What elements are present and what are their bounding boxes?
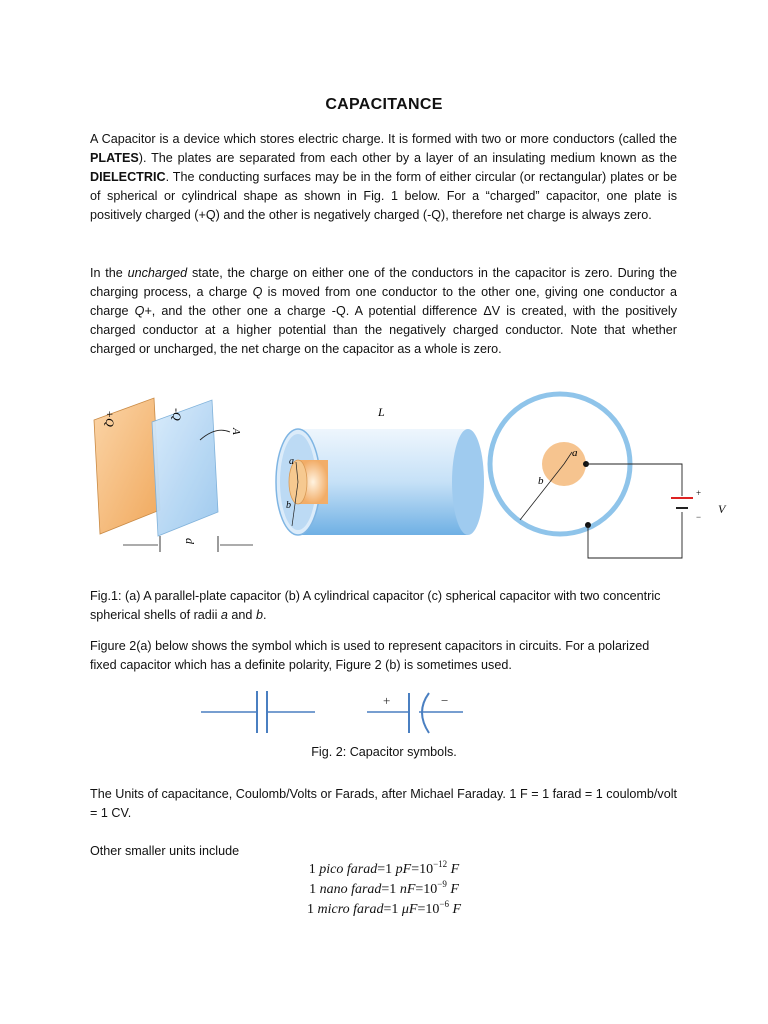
symbols-paragraph: Figure 2(a) below shows the symbol which is used to represent capacitors in circuits. For a polarized fixed capacitor which has a definite polarity, Figure 2 (b) is sometimes used. — [90, 639, 650, 672]
length-label: L — [378, 405, 385, 419]
wire — [586, 464, 682, 496]
text-run: In the — [90, 266, 128, 280]
plates-term: PLATES — [90, 151, 139, 165]
figure-1-capacitors — [88, 388, 702, 558]
text-run: . The conducting surfaces may be in the form of either circular (or rectangular) plates or be of spherical or cylindrical shape as shown in Fig. 1 below. For a “charged” capacitor, one plate is positively charged (+Q) and the other is negatively charged (-Q), therefore net charge is always zero. — [90, 170, 677, 222]
sphere-inner-label: a — [572, 447, 578, 459]
polarity-minus: − — [441, 693, 449, 708]
spherical-capacitor — [490, 394, 701, 558]
page-title: CAPACITANCE — [325, 96, 443, 113]
area-label: A — [230, 428, 242, 435]
figure-1-caption — [90, 587, 677, 625]
capacitor-symbol-icon — [201, 691, 315, 733]
negative-plate — [152, 400, 218, 536]
unit-equation-nano: 1 nano farad=1 $nF=10^{-9}$ F — [309, 879, 459, 897]
plus-q-label: +Q — [103, 410, 117, 427]
text-run: is moved from one conductor to the other one, giving one conductor a charge — [90, 285, 677, 318]
cylinder-far-end — [452, 429, 484, 535]
units-paragraph: The Units of capacitance, Coulomb/Volts or Farads, after Michael Faraday. 1 F = 1 farad = 1 coulomb/volt = 1 CV. — [90, 787, 677, 820]
unit-equation-pico: 1 pico farad=1 $pF=10^{-12}$ F — [308, 859, 460, 877]
cylindrical-capacitor — [276, 405, 484, 535]
battery-minus: − — [696, 512, 702, 522]
qplus-symbol: Q+ — [134, 304, 152, 318]
text-run: Fig.1: (a) A parallel-plate capacitor (b) A cylindrical capacitor (c) spherical capacitor with two concentric spherical shells of radii — [90, 589, 661, 622]
polarized-capacitor-symbol-icon — [367, 693, 463, 733]
radius-line — [520, 464, 564, 520]
battery-plus: + — [696, 488, 702, 498]
figure-2-caption: Fig. 2: Capacitor symbols. — [311, 745, 457, 759]
voltage-label: V — [718, 502, 726, 516]
text-run: . — [262, 608, 267, 622]
polarity-plus: + — [383, 693, 391, 708]
q-symbol: Q — [252, 285, 263, 299]
gap-label: d — [183, 538, 197, 544]
figure-2-capacitor-symbols — [195, 685, 475, 735]
uncharged-term: uncharged — [127, 266, 188, 280]
text-run: , and the other one a charge -Q. A potential difference ΔV is created, with the positively charged conductor at a higher potential than the negatively charged conductor. Note that whether charged or uncharged, the net charge on the capacitor as a whole is zero. — [90, 304, 678, 356]
text-run: state, the charge on either one of the conductors in the capacitor is zero. During the charging process, a charge — [90, 266, 677, 299]
text-run: and — [227, 608, 256, 622]
text-run: A Capacitor is a device which stores electric charge. It is formed with two or more conductors (called the — [90, 132, 677, 146]
parallel-plate-capacitor — [94, 398, 253, 552]
text-run: ). The plates are separated from each other by a layer of an insulating medium known as the — [138, 151, 677, 165]
unit-equation-micro: 1 micro farad=1 $\mu F=10^{-6}$ F — [306, 899, 462, 917]
intro-paragraph — [90, 130, 677, 225]
dielectric-term: DIELECTRIC — [90, 170, 166, 184]
inner-radius-label: a — [289, 456, 294, 467]
sphere-outer-label: b — [538, 475, 544, 487]
outer-radius-label: b — [286, 500, 291, 511]
charging-paragraph — [90, 264, 677, 359]
radius-a: a — [220, 608, 228, 622]
radius-b: b — [255, 608, 263, 622]
smaller-units-heading: Other smaller units include — [90, 844, 240, 858]
minus-q-label: -Q — [170, 408, 184, 421]
